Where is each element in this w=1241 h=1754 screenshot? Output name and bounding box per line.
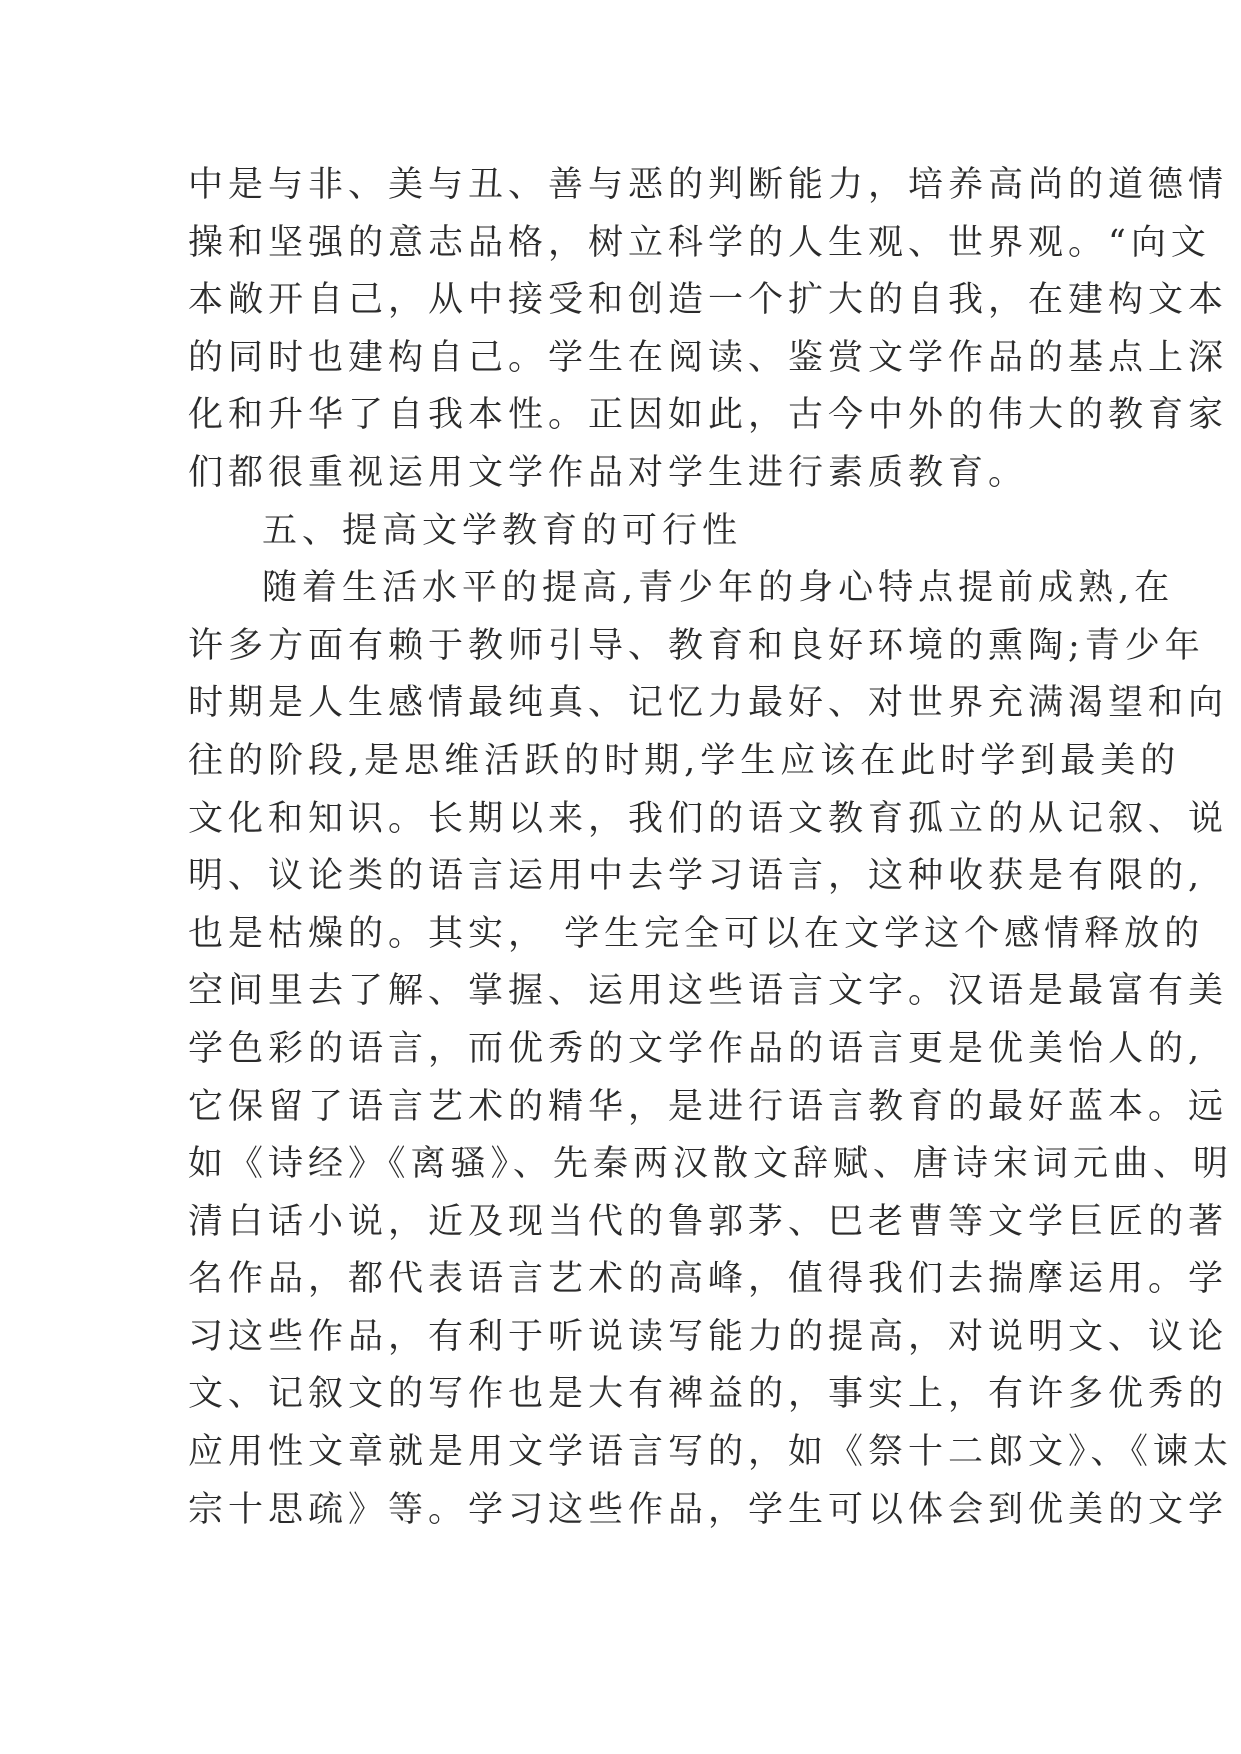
text-line: 应用性文章就是用文学语言写的，如《祭十二郎文》、《谏太 <box>188 1432 1234 1473</box>
section-heading: 五、提高文学教育的可行性 <box>262 510 743 551</box>
text-line: 的同时也建构自己。学生在阅读、鉴赏文学作品的基点上深 <box>188 337 1229 378</box>
text-line: 许多方面有赖于教师引导、教育和良好环境的熏陶;青少年 <box>188 625 1205 666</box>
text-line: 文化和知识。长期以来，我们的语文教育孤立的从记叙、说 <box>188 798 1229 839</box>
text-line: 明、议论类的语言运用中去学习语言，这种收获是有限的, <box>188 856 1205 897</box>
paragraph-start-line: 随着生活水平的提高,青少年的身心特点提前成熟,在 <box>262 568 1175 609</box>
text-line: 文、记叙文的写作也是大有裨益的，事实上，有许多优秀的 <box>188 1374 1229 1415</box>
text-line: 本敞开自己，从中接受和创造一个扩大的自我，在建构文本 <box>188 280 1229 321</box>
text-line: 宗十思疏》等。学习这些作品，学生可以体会到优美的文学 <box>188 1489 1229 1530</box>
text-line: 清白话小说，近及现当代的鲁郭茅、巴老曹等文学巨匠的著 <box>188 1201 1229 1242</box>
text-line: 操和坚强的意志品格，树立科学的人生观、世界观。“向文 <box>188 222 1211 263</box>
text-line: 学色彩的语言，而优秀的文学作品的语言更是优美怡人的, <box>188 1028 1205 1069</box>
text-line: 们都很重视运用文学作品对学生进行素质教育。 <box>188 452 1029 493</box>
text-line: 如《诗经》《离骚》、先秦两汉散文辞赋、唐诗宋词元曲、明 <box>188 1144 1234 1185</box>
text-line: 空间里去了解、掌握、运用这些语言文字。汉语是最富有美 <box>188 971 1229 1012</box>
text-line: 也是枯燥的。其实， 学生完全可以在文学这个感情释放的 <box>188 913 1205 954</box>
text-line: 时期是人生感情最纯真、记忆力最好、对世界充满渴望和向 <box>188 683 1229 724</box>
text-line: 往的阶段,是思维活跃的时期,学生应该在此时学到最美的 <box>188 740 1181 781</box>
text-line: 中是与非、美与丑、善与恶的判断能力，培养高尚的道德情 <box>188 165 1229 205</box>
body-text <box>188 157 1234 1539</box>
text-line: 化和升华了自我本性。正因如此，古今中外的伟大的教育家 <box>188 395 1229 436</box>
text-line: 它保留了语言艺术的精华，是进行语言教育的最好蓝本。远 <box>188 1086 1229 1127</box>
text-line: 习这些作品，有利于听说读写能力的提高，对说明文、议论 <box>188 1316 1229 1357</box>
text-line: 名作品，都代表语言艺术的高峰，值得我们去揣摩运用。学 <box>188 1259 1229 1300</box>
